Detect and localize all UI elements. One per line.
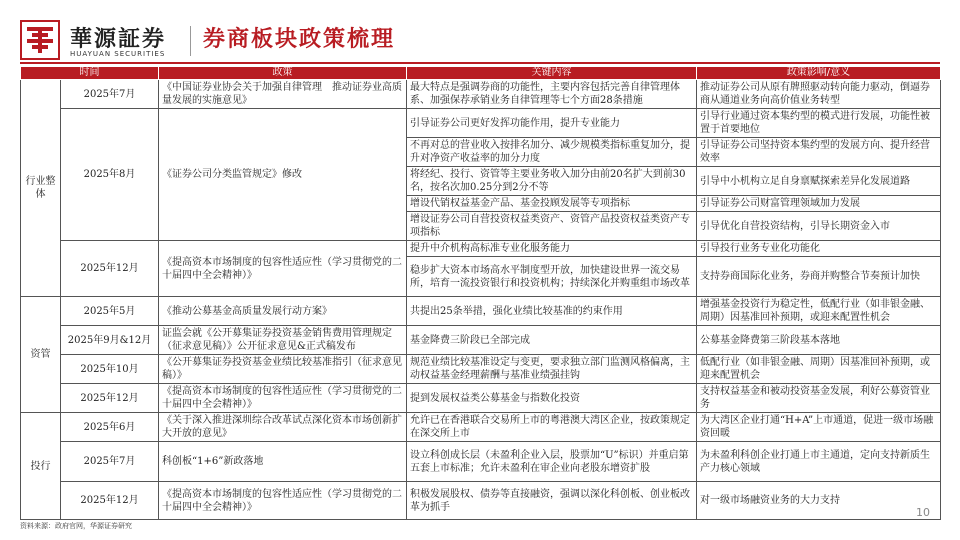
content-cell: 基金降费三阶段已全部完成 [407, 326, 697, 355]
table-row [21, 326, 941, 355]
header-content: 关键内容 [407, 67, 697, 80]
content-cell: 提升中介机构高标准专业化服务能力 [407, 241, 697, 257]
time-cell: 2025年6月 [61, 413, 159, 442]
table-row [21, 109, 941, 138]
time-cell: 2025年12月 [61, 482, 159, 520]
header-impact: 政策影响/意义 [697, 67, 941, 80]
time-cell: 2025年5月 [61, 297, 159, 326]
header-policy: 政策 [159, 67, 407, 80]
policy-cell: 《中国证券业协会关于加强自律管理 推动证券业高质量发展的实施意见》 [159, 80, 407, 109]
brand-name: 華源証券 [70, 26, 167, 52]
content-cell: 提到发展权益类公募基金与指数化投资 [407, 384, 697, 413]
content-cell: 规范业绩比较基准设定与变更，要求独立部门监测风格偏离，主动权益基金经理薪酬与基准业绩强挂钩 [407, 355, 697, 384]
section-label: 资管 [21, 297, 61, 413]
content-cell: 稳步扩大资本市场高水平制度型开放，加快建设世界一流交易所，培育一流投资银行和投资机构；持续深化并购重组市场改革 [407, 257, 697, 297]
brand-name-en: HUAYUAN SECURITIES [70, 50, 166, 58]
page-number: 10 [916, 506, 930, 519]
title-rule [20, 62, 940, 64]
policy-cell: 《提高资本市场制度的包容性适应性（学习贯彻党的二十届四中全会精神）》 [159, 384, 407, 413]
impact-cell: 增强基金投资行为稳定性，低配行业（如非银金融、周期）因基准回补预期，或迎来配置性机会 [697, 297, 941, 326]
table-row [21, 442, 941, 482]
table-row [21, 241, 941, 257]
policy-cell: 《推动公募基金高质量发展行动方案》 [159, 297, 407, 326]
policy-cell: 科创板“1+6”新政落地 [159, 442, 407, 482]
content-cell: 积极发展股权、债券等直接融资，强调以深化科创板、创业板改革为抓手 [407, 482, 697, 520]
impact-cell: 公募基金降费第三阶段基本落地 [697, 326, 941, 355]
policy-cell: 《证券公司分类监管规定》修改 [159, 109, 407, 241]
content-cell: 最大特点是强调券商的功能性，主要内容包括完善自律管理体系、加强保荐承销业务自律管理等七个方面28条措施 [407, 80, 697, 109]
impact-cell: 引导证券公司财富管理领域加力发展 [697, 196, 941, 212]
section-label: 行业整体 [21, 80, 61, 297]
time-cell: 2025年7月 [61, 80, 159, 109]
impact-cell: 支持权益基金和被动投资基金发展，利好公募资管业务 [697, 384, 941, 413]
impact-cell: 引导行业通过资本集约型的模式进行发展，功能性被置于首要地位 [697, 109, 941, 138]
policy-cell: 《提高资本市场制度的包容性适应性（学习贯彻党的二十届四中全会精神）》 [159, 241, 407, 297]
content-cell: 引导证券公司更好发挥功能作用，提升专业能力 [407, 109, 697, 138]
content-cell: 共提出25条举措，强化业绩比较基准的约束作用 [407, 297, 697, 326]
content-cell: 将经纪、投行、资管等主要业务收入加分由前20名扩大到前30名，按名次加0.25分到2分不等 [407, 167, 697, 196]
time-cell: 2025年9月&12月 [61, 326, 159, 355]
impact-cell: 引导投行业务专业化功能化 [697, 241, 941, 257]
source-note: 资料来源：政府官网，华源证券研究 [20, 522, 132, 530]
impact-cell: 对一级市场融资业务的大力支持 [697, 482, 941, 520]
impact-cell: 推动证券公司从原有牌照驱动转向能力驱动，倒逼券商从通道业务向高价值业务转型 [697, 80, 941, 109]
content-cell: 不再对总的营业收入按排名加分、减少规模类指标重复加分，提升对净资产收益率的加分力度 [407, 138, 697, 167]
section-label: 投行 [21, 413, 61, 520]
time-cell: 2025年8月 [61, 109, 159, 241]
impact-cell: 低配行业（如非银金融、周期）因基准回补预期，或迎来配置机会 [697, 355, 941, 384]
policy-table [20, 66, 941, 520]
impact-cell: 引导中小机构立足自身禀赋探索差异化发展道路 [697, 167, 941, 196]
time-cell: 2025年12月 [61, 241, 159, 297]
content-cell: 设立科创成长层（未盈利企业入层，股票加“U”标识）并重启第五套上市标准；允许未盈利在审企业向老股东增资扩股 [407, 442, 697, 482]
time-cell: 2025年12月 [61, 384, 159, 413]
table-row [21, 297, 941, 326]
header-time: 时间 [21, 67, 159, 80]
logo-icon [20, 20, 60, 60]
impact-cell: 引导证券公司坚持资本集约型的发展方向、提升经营效率 [697, 138, 941, 167]
time-cell: 2025年10月 [61, 355, 159, 384]
content-cell: 允许已在香港联合交易所上市的粤港澳大湾区企业，按政策规定在深交所上市 [407, 413, 697, 442]
header-divider [190, 26, 191, 56]
table-row [21, 482, 941, 520]
policy-cell: 《提高资本市场制度的包容性适应性（学习贯彻党的二十届四中全会精神）》 [159, 482, 407, 520]
table-row [21, 80, 941, 109]
impact-cell: 引导优化自营投资结构，引导长期资金入市 [697, 212, 941, 241]
content-cell: 增设证券公司自营投资权益类资产、资管产品投资权益类资产专项指标 [407, 212, 697, 241]
policy-cell: 《公开募集证券投资基金业绩比较基准指引（征求意见稿）》 [159, 355, 407, 384]
impact-cell: 支持券商国际化业务，券商并购整合节奏预计加快 [697, 257, 941, 297]
time-cell: 2025年7月 [61, 442, 159, 482]
table-row [21, 384, 941, 413]
table-header-row [21, 67, 941, 80]
page-title: 券商板块政策梳理 [203, 26, 396, 52]
impact-cell: 为大湾区企业打通“H+A”上市通道，促进一级市场融资回暖 [697, 413, 941, 442]
header [20, 20, 940, 66]
table-row [21, 413, 941, 442]
policy-cell: 《关于深入推进深圳综合改革试点深化资本市场创新扩大开放的意见》 [159, 413, 407, 442]
policy-cell: 证监会就《公开募集证券投资基金销售费用管理规定（征求意见稿）》公开征求意见&正式稿发布 [159, 326, 407, 355]
table-row [21, 355, 941, 384]
impact-cell: 为未盈利科创企业打通上市主通道，定向支持新质生产力核心领域 [697, 442, 941, 482]
content-cell: 增设代销权益基金产品、基金投顾发展等专项指标 [407, 196, 697, 212]
